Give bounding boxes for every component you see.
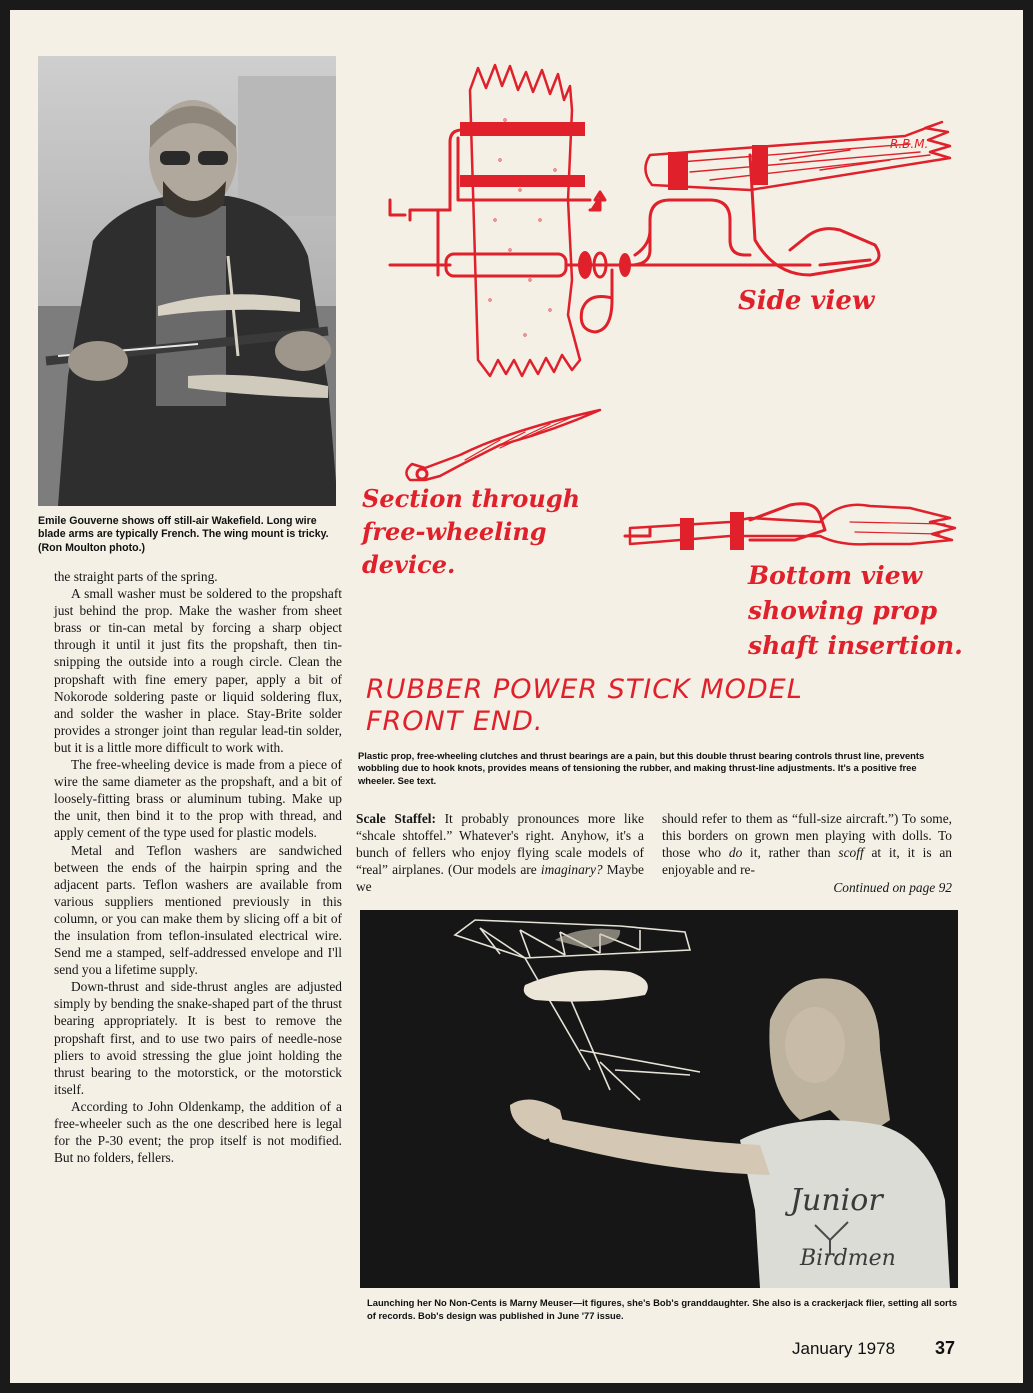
mid-column-2 [662,810,952,896]
drawing-title [366,674,1006,738]
photo-bottom-caption: Launching her No Non-Cents is Marny Meuser—it figures, she's Bob's granddaughter. She also is a crackerjack flier, setting all sorts of records. Bob's design was published in June '77 issue. [367,1297,958,1321]
label-section-line2: free-wheeling [362,517,547,546]
label-section-line3: device. [362,550,456,579]
photo-emile-illustration [38,56,336,506]
shirt-text-birdmen: Birdmen [800,1246,896,1271]
col2-em1: do [728,845,743,861]
drawing-title-line2: FRONT END. [366,706,544,737]
col2-a: should refer to them as “full-size aircraft.”) To some, this borders on grown men playing with dolls. To those who [662,811,952,861]
col2-em2: scoff [838,845,864,861]
left-column-text [54,568,342,1166]
label-side-view: Side view [738,286,875,316]
mid-column-1 [356,810,644,895]
col1-tail: Maybe we [356,862,644,895]
label-bottom-line2: showing prop [748,596,938,625]
paragraph: the straight parts of the spring. [54,569,218,584]
label-section-line1: Section through [362,484,581,513]
continued-note: Continued on page 92 [833,880,952,896]
scale-staffel-lead: Scale Staffel: [356,811,436,826]
col2-c: at it, it is an enjoyable and re- [662,845,952,878]
photo-emile-gouverne [38,56,336,506]
footer-date: January 1978 [792,1339,896,1358]
label-bottom-line3: shaft insertion. [748,631,963,660]
photo-marny-meuser [360,910,958,1288]
label-bottom-line1: Bottom view [748,561,923,590]
shirt-text-junior: Junior [790,1183,883,1218]
paragraph: The free-wheeling device is made from a piece of wire the same diameter as the propshaft, and a bit of loosely-fitting brass or aluminum tubing. Make up the unit, then bind it to the prop with thread, and apply cement of the type used for plastic models. [54,757,342,841]
col2-b: it, rather than [742,845,839,861]
label-section [362,482,580,581]
magazine-page [10,10,1023,1383]
label-bottom-view [748,558,963,663]
drawing-caption: Plastic prop, free-wheeling clutches and thrust bearings are a pain, but this double thrust bearing controls thrust line, prevents wobbling due to hook knots, provides means of tensioning the rubber, and making thrust-line adjustments. It's a positive free wheeler. See text. [358,750,925,786]
paragraph: Metal and Teflon washers are sandwiched between the ends of the hairpin spring and the adjacent parts. Teflon washers are available from various suppliers mentioned previously in this column, or you can make them by slicing off a bit of the insulation from teflon-insulated electrical wire. Send me a stamped, self-addressed envelope and I'll send you a lifetime supply. [54,842,342,978]
paragraph: A small washer must be soldered to the propshaft just behind the prop. Make the washer from sheet brass or tin-can metal by forcing a sharp object through it until it just fits the propshaft, then tin-snipping the outside into a rough circle. Clean the propshaft with fine emery paper, apply a bit of Nokorode soldering paste or liquid soldering flux, and solder the washer in place. Stay-Brite solder provides a stronger joint than regular lead-tin solder, but it is a little more difficult to work with. [54,586,342,755]
col1-em: imaginary? [540,862,603,878]
paragraph: Down-thrust and side-thrust angles are adjusted simply by bending the snake-shaped part of the thrust bearing appropriately. It is best to remove the propshaft first, and to use two pairs of needle-nose pliers to avoid stressing the glue joint holding the thrust bearing to the motorstick, or the motorstick itself. [54,979,342,1097]
drawing-title-line1: RUBBER POWER STICK MODEL [366,674,803,705]
photo-top-caption: Emile Gouverne shows off still-air Wakefield. Long wire blade arms are typically French. The wing mount is tricky. (Ron Moulton photo.) [38,515,329,554]
photo-launch-illustration [360,910,958,1288]
paragraph: According to John Oldenkamp, the addition of a free-wheeler such as the one described here is legal for the P-30 event; the prop itself is not modified. But no folders, fellers. [54,1098,342,1166]
drawing-initials: R.B.M. [890,137,929,151]
col1-text: It probably pronounces more like “shcale shtoffel.” Whatever's right. Anyhow, it's a bunch of fellers who enjoy flying scale models of “real” airplanes. (Our models are [356,811,644,878]
page-number: 37 [935,1338,956,1358]
